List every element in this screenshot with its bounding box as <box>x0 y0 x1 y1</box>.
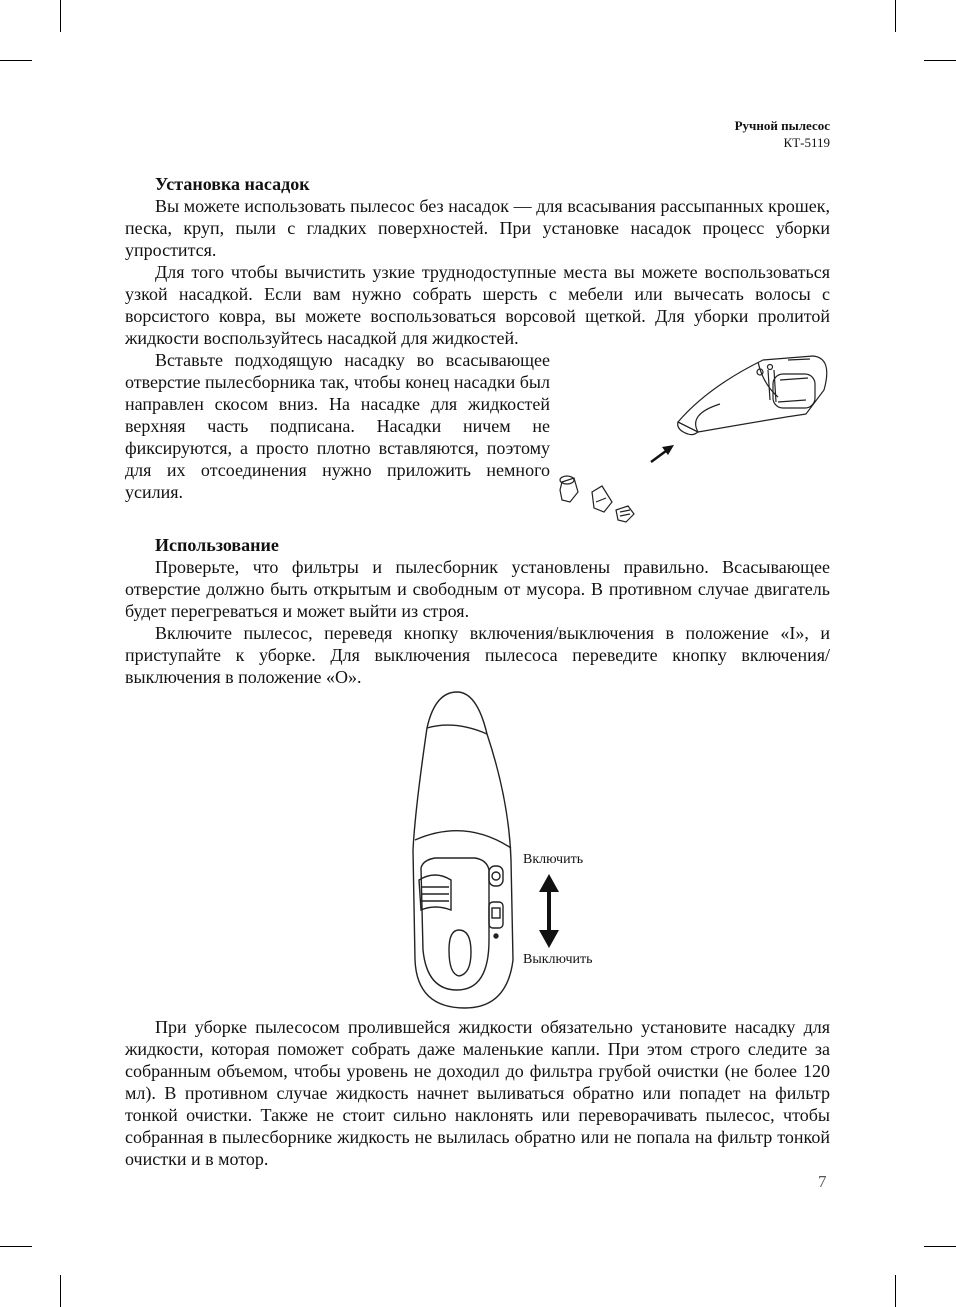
switch-figure <box>405 690 620 1015</box>
paragraph: При уборке пылесосом пролившейся жидкости обязательно установите насадку для жидкости, которая поможет собрать даже маленькие капли. При этом строго следите за собранным объемом, чтобы уровень не доходил до фильтра грубой очистки (не более 120 мл). В противном случае жидкость начнет выливаться обратно или попадет на фильтр тонкой очистки. Также не стоит сильно наклонять или переворачивать пылесос, чтобы собранная в пылесборнике жидкость не вылилась обратно или не попала на фильтр тонкой очистки и в мотор. <box>125 1017 830 1169</box>
crop-mark <box>895 1275 896 1307</box>
section-usage-liquid <box>125 1016 830 1170</box>
paragraph: Для того чтобы вычистить узкие труднодоступные места вы можете воспользоваться узкой насадкой. Если вам нужно собрать шерсть с мебели или вычесать волосы с ворсистого ковра, вы можете воспользоваться ворсовой щеткой. Для уборки пролитой жидкости воспользуйтесь насадкой для жидкостей. <box>125 262 830 348</box>
vacuum-nozzles-illustration <box>548 352 838 527</box>
header-product: Ручной пылесос <box>734 118 830 133</box>
section-heading: Установка насадок <box>155 174 310 194</box>
crop-mark <box>0 60 32 61</box>
crop-mark <box>0 1246 32 1247</box>
section-heading: Использование <box>155 535 279 555</box>
attachments-figure <box>548 352 838 532</box>
switch-direction-arrow-icon <box>539 874 559 948</box>
page-number: 7 <box>818 1172 827 1191</box>
section-usage <box>125 534 830 688</box>
nozzle-set-icon <box>560 476 634 522</box>
crop-mark <box>60 1275 61 1307</box>
crop-mark <box>924 1246 956 1247</box>
switch-off-label: Выключить <box>523 952 593 967</box>
switch-on-label: Включить <box>523 852 584 867</box>
insert-arrow-icon <box>651 445 674 462</box>
running-header <box>735 117 830 151</box>
crop-mark <box>924 60 956 61</box>
header-model: КТ-5119 <box>783 135 830 150</box>
paragraph: Вы можете использовать пылесос без насадок — для всасывания рассыпанных крошек, песка, круп, пыли с гладких поверхностей. При установке насадок процесс уборки упростится. <box>125 196 830 260</box>
paragraph: Включите пылесос, переведя кнопку включения/выключения в положение «I», и приступайте к уборке. Для выключения пылесоса переведите кнопку включения/выключения в положение «О». <box>125 623 830 687</box>
paragraph: Проверьте, что фильтры и пылесборник установлены правильно. Всасывающее отверстие должно быть открытым и свободным от мусора. В противном случае двигатель будет перегреваться и может выйти из строя. <box>125 557 830 621</box>
crop-mark <box>60 0 61 32</box>
crop-mark <box>895 0 896 32</box>
paragraph: Вставьте подходящую насадку во всасывающее отверстие пылесборника так, чтобы конец насадки был направлен скосом вниз. На насадке для жидкостей верхняя часть подписана. Насадки ничем не фиксируются, а просто плотно вставляются, поэтому для их отсоединения нужно приложить немного усилия. <box>125 350 550 502</box>
